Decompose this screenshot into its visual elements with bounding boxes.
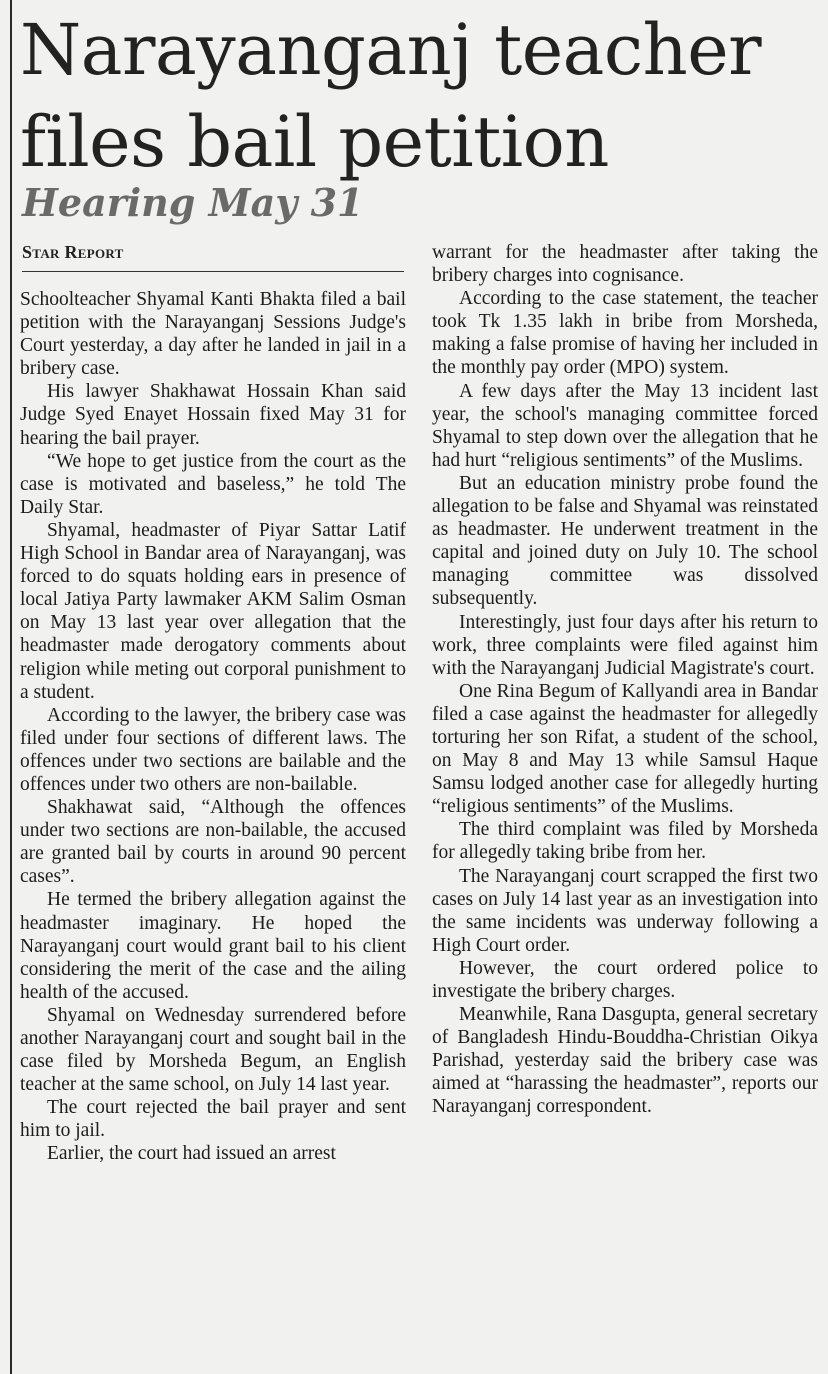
paragraph: warrant for the headmaster after taking the bribery charges into cognisance. [432,242,818,287]
paragraph: The court rejected the bail prayer and sent him to jail. [20,1097,406,1142]
paragraph: Shakhawat said, “Although the offences under two sections are non-bailable, the accused are granted bail by courts in around 90 percent cases”. [20,797,406,888]
article-column-1 [20,288,406,1166]
paragraph: Interestingly, just four days after his return to work, three complaints were filed against him with the Narayanganj Judicial Magistrate's court. [432,611,818,679]
paragraph: He termed the bribery allegation against the headmaster imaginary. He hoped the Narayanganj court would grant bail to his client considering the merit of the case and the ailing health of the accused. [20,889,406,1003]
headline: Narayanganj teacher files bail petition [20,9,762,183]
paragraph: “We hope to get justice from the court as the case is motivated and baseless,” he told The Daily Star. [20,450,406,518]
paragraph: The third complaint was filed by Morsheda for allegedly taking bribe from her. [432,819,818,864]
paragraph: His lawyer Shakhawat Hossain Khan said Judge Syed Enayet Hossain fixed May 31 for hearing the bail prayer. [20,381,406,449]
paragraph: However, the court ordered police to investigate the bribery charges. [432,957,818,1002]
paragraph: According to the lawyer, the bribery case was filed under four sections of different laws. The offences under two sections are bailable and the offences under two others are non-bailable. [20,704,406,795]
paragraph: The Narayanganj court scrapped the first two cases on July 14 last year as an investigation into the same incidents was underway following a High Court order. [432,865,818,956]
byline: Star Report [22,242,404,272]
paragraph: A few days after the May 13 incident last year, the school's managing committee forced Shyamal to step down over the allegation that he had hurt “religious sentiments” of the Muslims. [432,380,818,471]
paragraph: Shyamal, headmaster of Piyar Sattar Latif High School in Bandar area of Narayanganj, was forced to do squats holding ears in presence of local Jatiya Party lawmaker AKM Salim Osman on May 13 last year over allegation that the headmaster made derogatory comments about religion while meting out corporal punishment to a student. [20,519,406,703]
paragraph: Shyamal on Wednesday surrendered before another Narayanganj court and sought bail in the case filed by Morsheda Begum, an English teacher at the same school, on July 14 last year. [20,1004,406,1096]
paragraph: Meanwhile, Rana Dasgupta, general secretary of Bangladesh Hindu-Bouddha-Christian Oikya Parishad, yesterday said the bribery case was aimed at “harassing the headmaster”, reports our Narayanganj correspondent. [432,1004,818,1118]
article-column-2 [432,241,818,1119]
paragraph: According to the case statement, the teacher took Tk 1.35 lakh in bribe from Morsheda, making a false promise of having her included in the monthly pay order (MPO) system. [432,288,818,379]
paragraph: But an education ministry probe found the allegation to be false and Shyamal was reinstated as headmaster. He underwent treatment in the capital and joined duty on July 10. The school managing committee was dissolved subsequently. [432,472,818,610]
column-rule [10,0,12,1374]
paragraph: Schoolteacher Shyamal Kanti Bhakta filed a bail petition with the Narayanganj Sessions Judge's Court yesterday, a day after he landed in jail in a bribery case. [20,289,406,380]
paragraph: Earlier, the court had issued an arrest [47,1143,336,1165]
paragraph: One Rina Begum of Kallyandi area in Bandar filed a case against the headmaster for allegedly torturing her son Rifat, a student of the school, on May 8 and May 13 while Samsul Haque Samsu lodged another case for allegedly hurting “religious sentiments” of the Muslims. [432,680,818,818]
deck-subheadline: Hearing May 31 [22,180,364,225]
